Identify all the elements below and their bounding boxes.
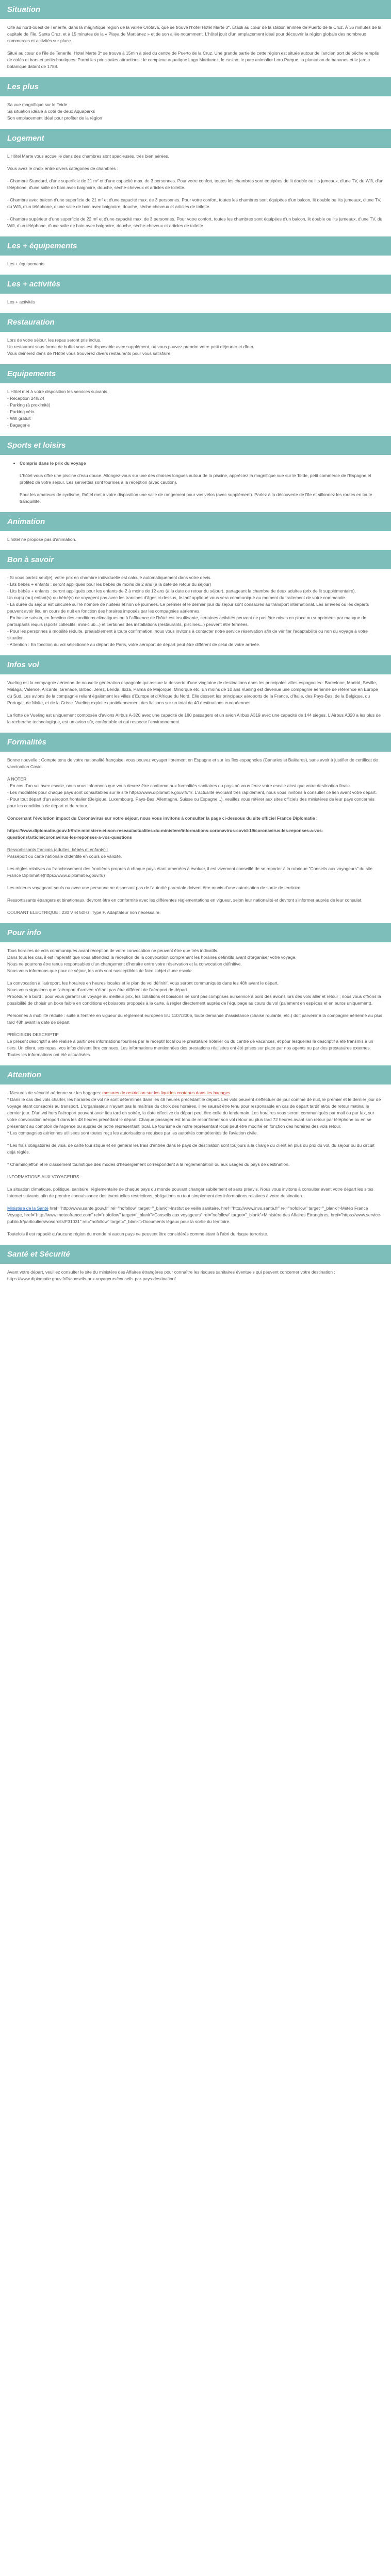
paragraph: - La durée du séjour est calculée sur le nombre de nuitées et non de journées. Le premier et le dernier jour du séjour sont consacrés au transport international. Les arrivées ou les départs peuvent avoir lieu en cours de nuit en fonction des horaires imposés par les compagnies aériennes. bbox=[7, 602, 369, 614]
paragraph: * Dans le cas des vols charter, les horaires de vol ne sont déterminés dans les 48 heures précédant le départ. Les vols peuvent s'effectuer de jour comme de nuit, le premier et le dernier jour de voyage étant consacrés au transport. L'organisateur n'ayant pas la maîtrise du choix des horaires, il ne saurait être tenu pour responsable en cas de départ tardif et/ou de retour matinal le dernier jour. D'un vol hors l'aéroport peuvent avoir lieu tard en soirée, la date effective du départ peut être celle du lendemain. Les horaires vous seront communiqués par mail ou par fax, sur votre convocation aéroport dans les 48 heures précédant le départ. Chaque passager est tenu de reconfirmer son vol retour au plus tard 72 heures avant son retour par téléphone ou en se présentant au comptoir de l'agence ou auprès de notre représentant local. Le tourisme de notre représentant local peut être modifié en fonction des horaires des vols retour. bbox=[7, 1097, 381, 1129]
section-equipements bbox=[0, 388, 391, 429]
section-title-plus-equipements: Les + équipements bbox=[0, 236, 391, 256]
paragraph: Toutefois il est rappelé qu'aucune région du monde ni aucun pays ne peuvent être considérés comme étant à l'abri du risque terroriste. bbox=[7, 1231, 268, 1236]
paragraph: COURANT ELECTRIQUE : 230 V et 50Hz. Type F. Adaptateur non nécessaire. bbox=[7, 910, 161, 915]
section-logement bbox=[0, 153, 391, 229]
paragraph: - Chambre avec balcon d'une superficie de 21 m² et d'une capacité max. de 3 personnes. Pour votre confort, toutes les chambres sont équipées d'un balcon, lit double ou lits jumeaux, d'une TV, du Wifi, d'un téléphone, d'une salle de bain avec baignoire, douche, sèche-cheveux et articles de toilette. bbox=[7, 197, 382, 209]
paragraph: Vous déinerez dans de l'Hôtel vous trouverez divers restaurants pour vous satisfaire. bbox=[7, 351, 172, 356]
paragraph: Un restaurant sous forme de buffet vous est disposable avec supplément, où vous pouvez prendre votre petit déjeuner et dîner. bbox=[7, 344, 254, 349]
paragraph: L'hôtel ne propose pas d'animation. bbox=[7, 537, 76, 542]
section-title-logement: Logement bbox=[0, 129, 391, 148]
section-title-equipements: Equipements bbox=[0, 364, 391, 383]
paragraph: Situé au cœur de l'île de Tenerife, Hotel Marte 3* se trouve à 15min à pied du centre de Puerto de la Cruz. Une grande partie de cette région est située autour de l'ancien port de pêche remplis de cafés et bars et petits boutiques. Parmi les principales attractions : le complexe aquatique Lago Martianez, le casino, le parc animalier Loro Parque, la plantation de bananes et le jardin botanique datant de 1788. bbox=[7, 50, 379, 69]
section-sports bbox=[0, 460, 391, 505]
paragraph: La situation climatique, politique, sanitaire, réglementaire de chaque pays du monde pouvant changer subitement et sans préavis. Nous vous invitons à consulter avant votre départ les sites Internet suivants afin de prendre connaissance des éventuelles restrictions, obligations ou tout simplement des informations relatives à votre destination. bbox=[7, 1187, 373, 1198]
list-item: - Réception 24h/24 bbox=[7, 396, 44, 401]
paragraph: - Les modalités pour chaque pays sont consultables sur le site https://www.diplomatie.gouv.fr/fr/. L'actualité évoluant très rapidement, nous vous invitons à consulter ce lien avant votre départ. bbox=[7, 790, 377, 795]
note-label: A NOTER bbox=[7, 776, 27, 782]
paragraph: INFORMATIONS AUX VOYAGEURS : bbox=[7, 1174, 82, 1179]
paragraph: Les + équipements bbox=[7, 261, 45, 266]
list-item: - Wifi gratuit bbox=[7, 416, 31, 421]
paragraph: - Pour tout départ d'un aéroport frontalier (Belgique, Luxembourg, Pays-Bas, Allemagne, Suisse ou Espagne...), veuillez vous référer aux sites officiels des ministères de leur pays concernés pour les conditions de départ et de retour. bbox=[7, 796, 375, 808]
paragraph: Personnes à mobilité réduite : suite à l'entrée en vigueur du règlement européen EU 1107/2006, toute demande d'assistance (chaise roulante, etc.) doit parvenir à la compagnie aérienne au plus tard 48h avant la date de départ. bbox=[7, 1013, 382, 1025]
paragraph: - Chambre Standard, d'une superficie de 21 m² et d'une capacité max. de 3 personnes. Pour votre confort, toutes les chambres sont équipées de lit double ou lits jumeaux, d'une TV, du Wifi, d'un téléphone, d'une salle de bain avec baignoire, douche, sèche-cheveux et articles de toilette. bbox=[7, 178, 384, 190]
section-title-bon-a-savoir: Bon à savoir bbox=[0, 550, 391, 569]
list-item: Sa situation idéale à côté de deux Aquaparks bbox=[7, 109, 95, 114]
paragraph: - Si vous partez seul(e), votre prix en chambre individuelle est calculé automatiquement dans votre devis. bbox=[7, 575, 211, 580]
paragraph: Les mineurs voyageant seuls ou avec une personne ne disposant pas de l'autorité parentale doivent être munis d'une autorisation de sortie de territoire. bbox=[7, 885, 302, 890]
paragraph: Bonne nouvelle : Compte tenu de votre nationalité française, vous pouvez voyager librement en Espagne et sur les îles espagnoles (Canaries et Baléares), sans avoir à justifier de certificat de vaccination Covid. bbox=[7, 757, 378, 769]
paragraph: Le présent descriptif a été réalisé à partir des informations fournies par le réceptif local ou le prestataire hôtelier ou du centre de vacances, et pour lesquelles le descriptif a été transmis à un tiers. Un client, ses repas, vos infos doivent être connues. Les informations mentionnées des prestations réalisées ont été prises sur place par nos agents ou par des prestataires externes. Toutes les informations ont été actualisées. bbox=[7, 1039, 373, 1057]
paragraph: - Lits bébés + enfants : seront appliqués pour les bébés de moins de 2 ans (à la date de retour du séjour) bbox=[7, 582, 211, 587]
section-animation bbox=[0, 536, 391, 543]
paragraph: Procédure à bord : pour vous garantir un voyage au meilleur prix, les collations et boissons ne sont pas comprises au service à bord des avions lors des vols aller et retour ; nous vous offrons la possibilité de choisir un boxe faible en conditions et boissons proposés à la carte, à régler directement auprès de l'équipage au cours du vol (paiement en espèces et en euros uniquement). bbox=[7, 994, 381, 1006]
section-title-formalites: Formalités bbox=[0, 733, 391, 752]
section-title-sante: Santé et Sécurité bbox=[0, 1245, 391, 1264]
section-sante bbox=[0, 1269, 391, 1282]
paragraph: - Attention : En fonction du vol sélectionné au départ de Paris, votre aéroport de départ peut être différent de celui de votre arrivée. bbox=[7, 642, 260, 647]
paragraph: - En basse saison, en fonction des conditions climatiques ou à l'affluence de l'hôtel est insuffisante, certaines activités peuvent ne pas être mises en place ou supprimées par manque de participants requis (sports collectifs, mini-club...) et certaines des installations (restaurants, piscines...) peuvent être fermées. bbox=[7, 615, 367, 627]
section-title-plus-activites: Les + activités bbox=[0, 275, 391, 294]
list-item: - Parking vélo bbox=[7, 409, 34, 414]
list-item: - Bagagerie bbox=[7, 422, 30, 428]
section-plus bbox=[0, 101, 391, 122]
paragraph: PRÉCISION DESCRIPTIF bbox=[7, 1032, 59, 1037]
paragraph: Vous avez le choix entre divers catégories de chambres : bbox=[7, 166, 118, 171]
paragraph: Ressortissants français (adultes, bébés et enfants) : bbox=[7, 847, 108, 852]
list-item: - Parking (à proximité) bbox=[7, 402, 51, 408]
list-item: • Compris dans le prix du voyage bbox=[20, 460, 384, 467]
paragraph: Les + activités bbox=[7, 299, 36, 304]
section-title-plus: Les plus bbox=[0, 77, 391, 96]
paragraph: Concernant l'évolution impact du Coronavirus sur votre séjour, nous vous invitons à consulter la page ci-dessous du site officiel France Diplomatie : bbox=[7, 816, 318, 821]
paragraph: Pour les amateurs de cyclisme, l'hôtel met à votre disposition une salle de rangement pour vos vélos (avec supplément). Parlez à la découverte de l'île et sillonnez les routes en toute tranquillité. bbox=[20, 492, 372, 504]
paragraph: Tous horaires de vols communiqués avant réception de votre convocation ne peuvent être que très indicatifs. bbox=[7, 948, 219, 953]
paragraph: Nous vous signalons que l'aéroport d'arrivée n'étant pas être différent de l'aéroport de départ. bbox=[7, 987, 188, 992]
section-plus-activites bbox=[0, 299, 391, 306]
paragraph: L'hôtel vous offre une piscine d'eau douce. Allongez-vous sur une des chaises longues autour de la piscine, appréciez la magnifique vue sur le Teide, petit commerce de l'Espagne et profitez de votre séjour. Les serviettes sont fournies à la réception (avec caution). bbox=[20, 473, 371, 485]
paragraph: Nous vous informons que pour ce séjour, les vols sont susceptibles de faire l'objet d'une escale. bbox=[7, 968, 193, 973]
paragraph: Avant votre départ, veuillez consulter le site du ministère des Affaires étrangères pour connaître les risques sanitaires éventuels qui peuvent concerner votre destination : https://www.diplomatie.gouv.fr/fr/conseils-aux-voyageurs/conseils-par-pays-destination/ bbox=[7, 1269, 335, 1281]
paragraph: - Chambre supérieur d'une superficie de 22 m² et d'une capacité max. de 3 personnes. Pour votre confort, toutes les chambres sont équipées d'un balcon, lit double ou lits jumeaux, d'une TV, du Wifi, d'un téléphone, d'une salle de bain avec baignoire, douche, sèche-cheveux et articles de toilette. bbox=[7, 216, 383, 228]
paragraph: href="http://www.sante.gouv.fr" rel="nofollow" target="_blank">Institut de veille sanitaire, href="http://www.invs.sante.fr" rel="nofollow" target="_blank">Météo France Voyage, href="http://www.meteofrance.com" rel="nofollow" target="_blank">Conseils aux voyageurs" rel="nofollow" target="_blank">Ministère des Affaires Etrangères, href="https://www.service-public.fr/particuliers/vosdroits/F31031" rel="nofollow" target="_blank">Documents légaux pour la sortie du territoire. bbox=[7, 1206, 382, 1224]
paragraph: * Les compagnies aériennes utilisées sont toutes reçu les autorisations requises par les autorités compétentes de l'aviation civile. bbox=[7, 1130, 258, 1136]
paragraph: Nous ne pourrons être tenus responsables d'un changement d'horaire entre votre réservation et la convocation définitive. bbox=[7, 961, 242, 967]
section-situation bbox=[0, 24, 391, 70]
section-infos-vol bbox=[0, 680, 391, 725]
liquids-restriction-link[interactable]: mesures de restriction sur les liquides contenus dans les bagages bbox=[102, 1090, 231, 1095]
paragraph: Cité au nord-ouest de Tenerife, dans la magnifique région de la vallée Orotava, que se trouve l'hôtel Hotel Marte 3*. Établi au cœur de la station animée de Puerto de la Cruz. À 35 minutes de la capitale de l'île, Santa Cruz, et à 15 minutes de la « Playa de Martiánez » et de son allée notamment. L'hôtel jouit d'un emplacement idéal pour découvrir la région globale des nombreux commerces et activités sur place. bbox=[7, 25, 382, 43]
paragraph: - En cas d'un vol avec escale, nous vous informons que vous devrez être conforme aux formalités sanitaires du pays où vous ferez votre escale ainsi que votre destination finale. bbox=[7, 783, 351, 788]
paragraph: Dans tous les cas, il est impératif que vous attendiez la réception de la convocation comprenant les horaires définitifs avant d'organiser votre voyage. bbox=[7, 955, 297, 960]
paragraph: * Chaminojeffon et le classement touristique des modes d'hébergement correspondent à la réglementation ou aux usages du pays de destination. bbox=[7, 1162, 290, 1167]
page bbox=[0, 0, 391, 1282]
list-item: Sa vue magnifique sur le Teide bbox=[7, 102, 68, 107]
paragraph: Les règles relatives au franchissement des frontières propres à chaque pays étant amenées à évoluer, il est vivement conseillé de se reporter à la rubrique "Conseils aux voyageurs" du site France Diplomatie(https://www.diplomatie.gouv.fr/) bbox=[7, 866, 373, 878]
section-title-infos-vol: Infos vol bbox=[0, 655, 391, 674]
paragraph: - Mesures de sécurité aérienne sur les bagages: bbox=[7, 1090, 103, 1095]
paragraph: Vueling est la compagnie aérienne de nouvelle génération espagnole qui assure la desserte d'une vingtaine de destinations dans les principales villes espagnoles : Barcelone, Madrid, Séville, Malaga, Valence, Alicante, Grenade, Bilbao, Jerez, Lérida, Ibiza, Palma de Majorque, Minorque etc. En moins de 10 ans Vueling est devenue une compagnie aérienne de référence en Europe du Sud. Les avions de la compagnie reliant également les villes d'Europe et d'Afrique du Nord. Elle dessert les principaux aéroports de la France, d'Italie, des Pays-Bas, de la Belgique, du Portugal, de Malte, et de la Grèce. Vueling exploite quotidiennement des liaisons sur un total de 40 destinations européennes. bbox=[7, 680, 378, 705]
paragraph: La convocation à l'aéroport, les horaires en heures locales et le plan de vol définitif, vous seront communiqués dans les 48h avant le départ. bbox=[7, 980, 279, 986]
paragraph: - Lits bébés + enfants : seront appliqués pour les enfants de 2 à moins de 12 ans (à la date de retour du séjour), partageant la chambre de deux adultes (prix de lit supplémentaire). bbox=[7, 588, 356, 594]
section-title-animation: Animation bbox=[0, 512, 391, 531]
paragraph: - Pour les personnes à mobilité réduite, préalablement à toute confirmation, nous vous invitons à contacter notre service réservation afin de vérifier l'adaptabilité ou non du voyage à votre situation. bbox=[7, 629, 368, 640]
covid-info-link[interactable]: https://www.diplomatie.gouv.fr/fr/le-ministere-et-son-reseau/actualites-du-ministere/informations-coronavirus-covid-19/coronavirus-les-reponses-a-vos-questions/article/coronavirus-les-reponses-a-vos-questions bbox=[7, 828, 323, 840]
paragraph: La flotte de Vueling est uniquement composée d'avions Airbus A-320 avec une capacité de 180 passagers et un avion Airbus A319 avec une capacité de 144 sièges. L'Airbus A320 a les plus de la recherche technologique, est un avion sûr, confortable et qui respecte l'environnement. bbox=[7, 713, 381, 724]
paragraph: L'Hôtel met à votre disposition les services suivants : bbox=[7, 389, 110, 394]
list-item: Son emplacement idéal pour profiter de la région bbox=[7, 115, 102, 121]
section-title-restauration: Restauration bbox=[0, 313, 391, 332]
section-formalites bbox=[0, 757, 391, 916]
paragraph: Lors de votre séjour, les repas seront pris inclus. bbox=[7, 337, 102, 343]
section-restauration bbox=[0, 337, 391, 357]
section-title-attention: Attention bbox=[0, 1065, 391, 1084]
section-title-pour-info: Pour info bbox=[0, 923, 391, 942]
section-title-sports: Sports et loisirs bbox=[0, 436, 391, 455]
section-plus-equipements bbox=[0, 261, 391, 267]
paragraph: Un ou(s) (ou) enfant(s) ou bébé(s) ne voyagent pas avec les tranches d'âges ci-dessus, le tarif appliqué vous sera communiqué au moment du traitement de votre commande. bbox=[7, 595, 346, 600]
section-title-situation: Situation bbox=[0, 0, 391, 19]
section-pour-info bbox=[0, 947, 391, 1058]
ministere-sante-link[interactable]: Ministère de la Santé bbox=[7, 1206, 48, 1211]
paragraph: * Les frais obligatoires de visa, de carte touristique et en général les frais d'entrée dans le pays de destination sont toujours à la charge du client en plus du prix du vol, du séjour ou du circuit déjà réglés. bbox=[7, 1143, 374, 1155]
paragraph: L'Hôtel Marte vous accueille dans des chambres sont spacieuses, très bien aérées. bbox=[7, 154, 169, 159]
section-attention bbox=[0, 1090, 391, 1238]
paragraph: Passeport ou carte nationale d'identité en cours de validité. bbox=[7, 854, 122, 859]
section-bon-a-savoir bbox=[0, 574, 391, 648]
paragraph: Ressortissants étrangers et binationaux, devront être en conformité avec les différentes réglementations en vigueur, selon leur nationalité et devront s'informer auprès de leur consulat. bbox=[7, 897, 363, 903]
